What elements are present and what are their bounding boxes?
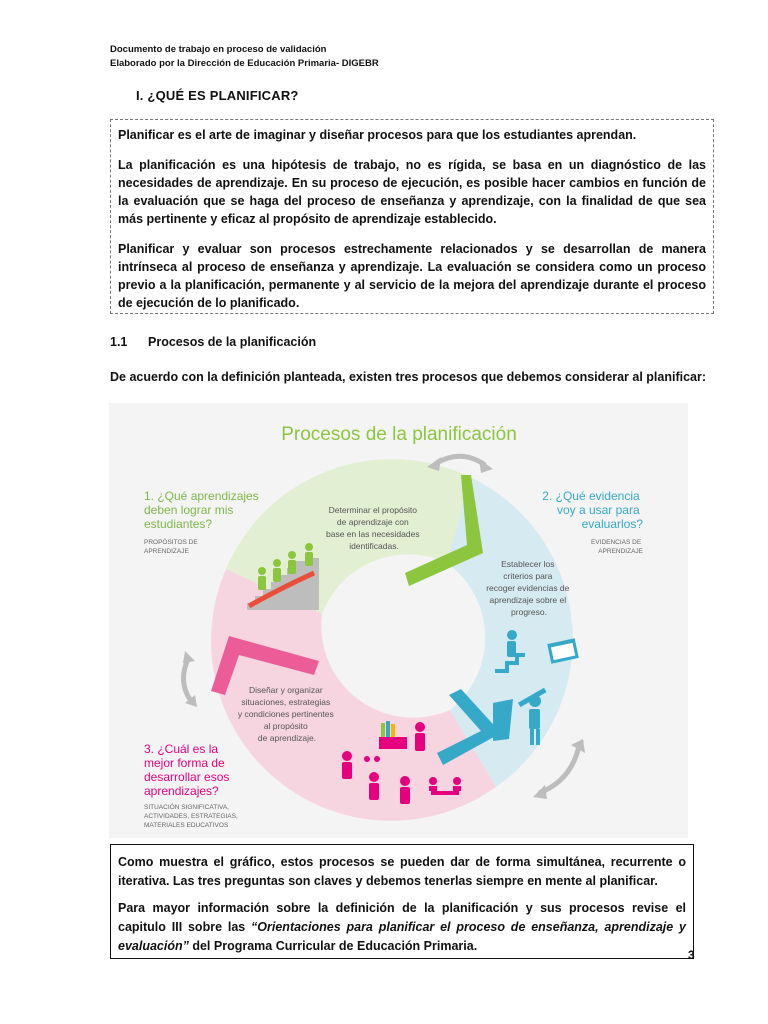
note-text-before: Para mayor información sobre la definición de la planificación y sus procesos revise el capitulo III sobre las [118,901,686,934]
q1-tag-line-1: PROPÓSITOS DE [144,539,198,546]
q3-line-2: mejor forma de [144,756,225,770]
definition-box [110,119,714,314]
question-2 [542,489,643,531]
q2-line-3: evaluarlos? [581,517,643,531]
definition-paragraph-2: La planificación es una hipótesis de trabajo, no es rígida, se basa en un diagnóstico de las necesidades de aprendizaje. En su proceso de ejecución, es posible hacer cambios en función de la evaluación que se haga del proceso de enseñanza y aprendizaje, con la finalidad de que sea más pertinente y eficaz al propósito de aprendizaje establecido. [118,158,706,226]
q1-desc-line-1: Determinar el propósito [328,505,417,515]
q3-desc-line-3: y condiciones pertinentes [237,709,334,719]
cycle-arrow-top [435,456,485,465]
header-line-2: Elaborado por la Dirección de Educación Primaria- DIGEBR [110,58,379,69]
q3-tag-line-2: ACTIVIDADES, ESTRATEGIAS, [144,813,238,820]
planning-process-diagram [109,403,688,838]
q1-line-3: estudiantes? [144,517,213,531]
note-box [110,844,694,959]
document-header [110,43,379,71]
q2-desc-line-1: Establecer los [501,559,555,569]
question-2-tag [591,539,644,555]
q2-tag-line-2: APRENDIZAJE [598,548,643,555]
cycle-arrow-left [183,657,191,701]
q2-line-1: 2. ¿Qué evidencia [542,489,640,503]
q3-desc-line-1: Diseñar y organizar [248,685,323,695]
q3-tag-line-3: MATERIALES EDUCATIVOS [144,822,229,829]
q1-line-1: 1. ¿Qué aprendizajes [144,489,259,503]
question-1 [144,489,262,531]
q2-desc-line-3: recoger evidencias de [486,583,570,593]
q2-line-2: voy a usar para [556,503,640,517]
note-paragraph-2 [118,899,686,956]
note-text-after: del Programa Curricular de Educación Primaria. [188,939,478,953]
q1-tag-line-2: APRENDIZAJE [144,548,189,555]
arrow-head-4 [533,785,547,799]
q2-desc-line-5: progreso. [511,607,547,617]
q3-desc-line-4: al propósito [263,721,308,731]
q3-line-4: aprendizajes? [144,784,219,798]
question-3 [144,742,233,798]
q3-line-1: 3. ¿Cuál es la [144,742,219,756]
q3-tag-line-1: SITUACIÓN SIGNIFICATIVA, [144,804,229,811]
arrow-head-2 [479,459,493,473]
subsection-number: 1.1 [110,335,128,349]
q3-line-3: desarrollar esos [144,770,230,784]
diagram-title: Procesos de la planificación [281,424,517,445]
subsection-heading [110,335,316,349]
question-3-tag [144,802,240,829]
definition-paragraph-1: Planificar es el arte de imaginar y diseñar procesos para que los estudiantes aprendan. [118,128,637,142]
q2-desc-line-2: criterios para [503,571,553,581]
q1-desc-line-4: identificadas. [349,541,399,551]
diagram-svg [109,403,688,838]
q3-desc-line-2: situaciones, estrategias [241,697,331,707]
note-paragraph-1: Como muestra el gráfico, estos procesos se pueden dar de forma simultánea, recurrente o iterativa. Las tres preguntas son claves y debemos tenerlas siempre en mente al planificar. [118,855,686,888]
note-reference-title: “Orientaciones para planificar el proceso de enseñanza, aprendizaje y evaluación” [118,920,686,953]
q1-line-2: deben lograr mis [144,503,234,517]
q2-desc-line-4: aprendizaje sobre el [489,595,567,605]
q2-tag-line-1: EVIDENCIAS DE [590,539,642,546]
q1-desc-line-2: de aprendizaje con [336,517,409,527]
definition-paragraph-3: Planificar y evaluar son procesos estrechamente relacionados y se desarrollan de manera intrínseca al proceso de enseñanza y aprendizaje. La evaluación se considera como un proceso previo a la planificación, permanente y al servicio de la mejora del aprendizaje durante el proceso de ejecución de lo planificado. [118,242,706,310]
subsection-title: Procesos de la planificación [148,335,317,349]
q1-desc-line-3: base en las necesidades [326,529,420,539]
arrow-head-5 [183,651,195,663]
intro-text: De acuerdo con la definición planteada, existen tres procesos que debemos considerar al planificar: [110,370,707,384]
q3-desc-line-5: de aprendizaje. [257,733,317,743]
page-number: 3 [688,948,695,962]
header-line-1: Documento de trabajo en proceso de validación [110,44,327,55]
question-1-tag [144,537,200,555]
section-title: I. ¿QUÉ ES PLANIFICAR? [136,88,299,103]
